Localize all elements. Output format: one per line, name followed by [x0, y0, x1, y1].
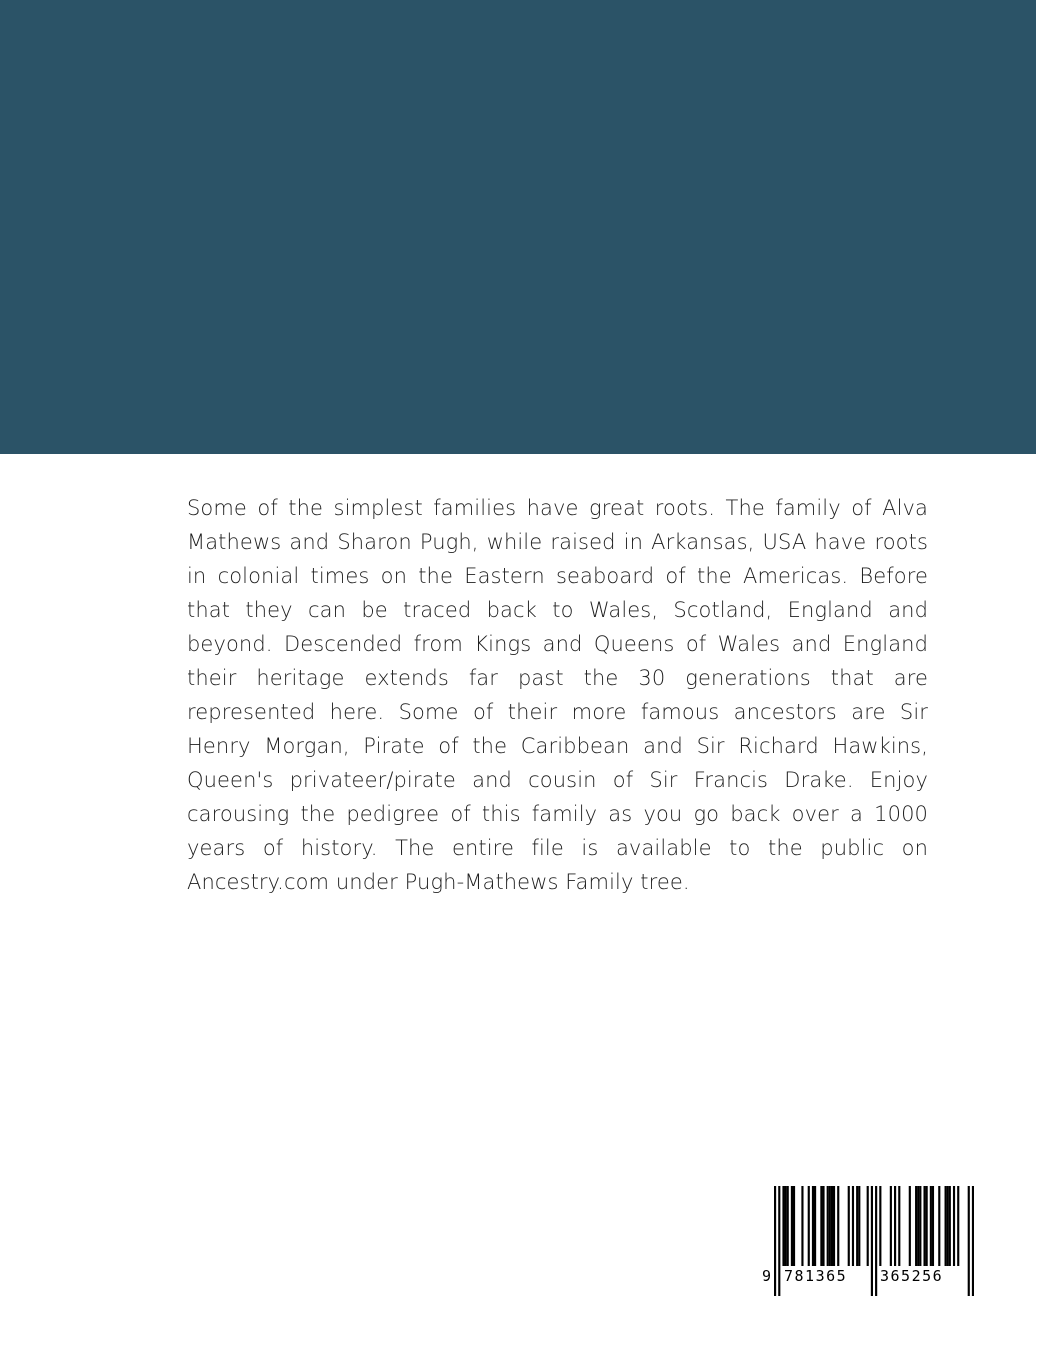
barcode-bar: [894, 1186, 896, 1266]
barcode-bar: [858, 1186, 860, 1266]
barcode-bar: [831, 1186, 833, 1266]
barcode-right-digits: 365256: [880, 1267, 944, 1285]
barcode-bar: [938, 1186, 940, 1266]
barcode-bar: [787, 1186, 789, 1266]
barcode-bar: [957, 1186, 959, 1266]
barcode-bar: [932, 1186, 934, 1266]
barcode-bar: [930, 1186, 932, 1266]
barcode-bar: [814, 1186, 816, 1266]
barcode-bar: [953, 1186, 955, 1266]
back-cover-blurb: Some of the simplest families have great roots. The family of Alva Mathews and Sharon Pugh, while raised in Arkansas, USA have roots in colonial times on the Eastern seaboard of the Americas. Before that they can be traced back to Wales, Scotland, England and beyond. Descended from Kings and Queens of Wales and England their heritage extends far past the 30 generations that are represented here. Some of their more famous ancestors are Sir Henry Morgan, Pirate of the Caribbean and Sir Richard Hawkins, Queen's privateer/pirate and cousin of Sir Francis Drake. Enjoy carousing the pedigree of this family as you go back over a 1000 years of history. The entire file is available to the public on Ancestry.com under Pugh-Mathews Family tree.: [187, 496, 928, 894]
barcode-bar: [926, 1186, 928, 1266]
barcode-bar: [778, 1186, 780, 1296]
barcode-bar: [879, 1186, 881, 1266]
barcode-bar: [917, 1186, 919, 1266]
barcode-bar: [808, 1186, 810, 1266]
barcode-bar: [782, 1186, 784, 1266]
barcode-bar: [774, 1186, 776, 1296]
barcode-bar: [875, 1186, 877, 1296]
barcode-bar: [968, 1186, 970, 1296]
barcode-bar: [812, 1186, 814, 1266]
barcode-bar: [833, 1186, 835, 1266]
barcode-bar: [848, 1186, 850, 1266]
barcode-bar: [852, 1186, 854, 1266]
barcode-bar: [867, 1186, 869, 1266]
barcode-bar: [829, 1186, 831, 1266]
barcode-bar: [837, 1186, 839, 1266]
barcode-bar: [898, 1186, 900, 1266]
barcode-bar: [856, 1186, 858, 1266]
barcode-bar: [871, 1186, 873, 1296]
barcode-bar: [945, 1186, 947, 1266]
cover-color-band: [0, 0, 1036, 454]
page-edge-strip: [1036, 0, 1051, 1360]
barcode-bar: [791, 1186, 793, 1266]
barcode-bar: [915, 1186, 917, 1266]
barcode-bar: [923, 1186, 925, 1266]
barcode-bar: [793, 1186, 795, 1266]
barcode-left-digits: 781365: [784, 1267, 848, 1285]
isbn-barcode: [762, 1178, 980, 1300]
barcode-bar: [822, 1186, 824, 1266]
barcode-bar: [972, 1186, 974, 1296]
barcode-bar: [909, 1186, 911, 1266]
barcode-bar: [947, 1186, 949, 1266]
barcode-lead-digit: 9: [762, 1267, 773, 1285]
barcode-bar: [820, 1186, 822, 1266]
barcode-bar: [827, 1186, 829, 1266]
barcode-bar: [890, 1186, 892, 1266]
barcode-bar: [949, 1186, 951, 1266]
barcode-bar: [919, 1186, 921, 1266]
barcode-bar: [785, 1186, 787, 1266]
barcode-bar: [801, 1186, 803, 1266]
